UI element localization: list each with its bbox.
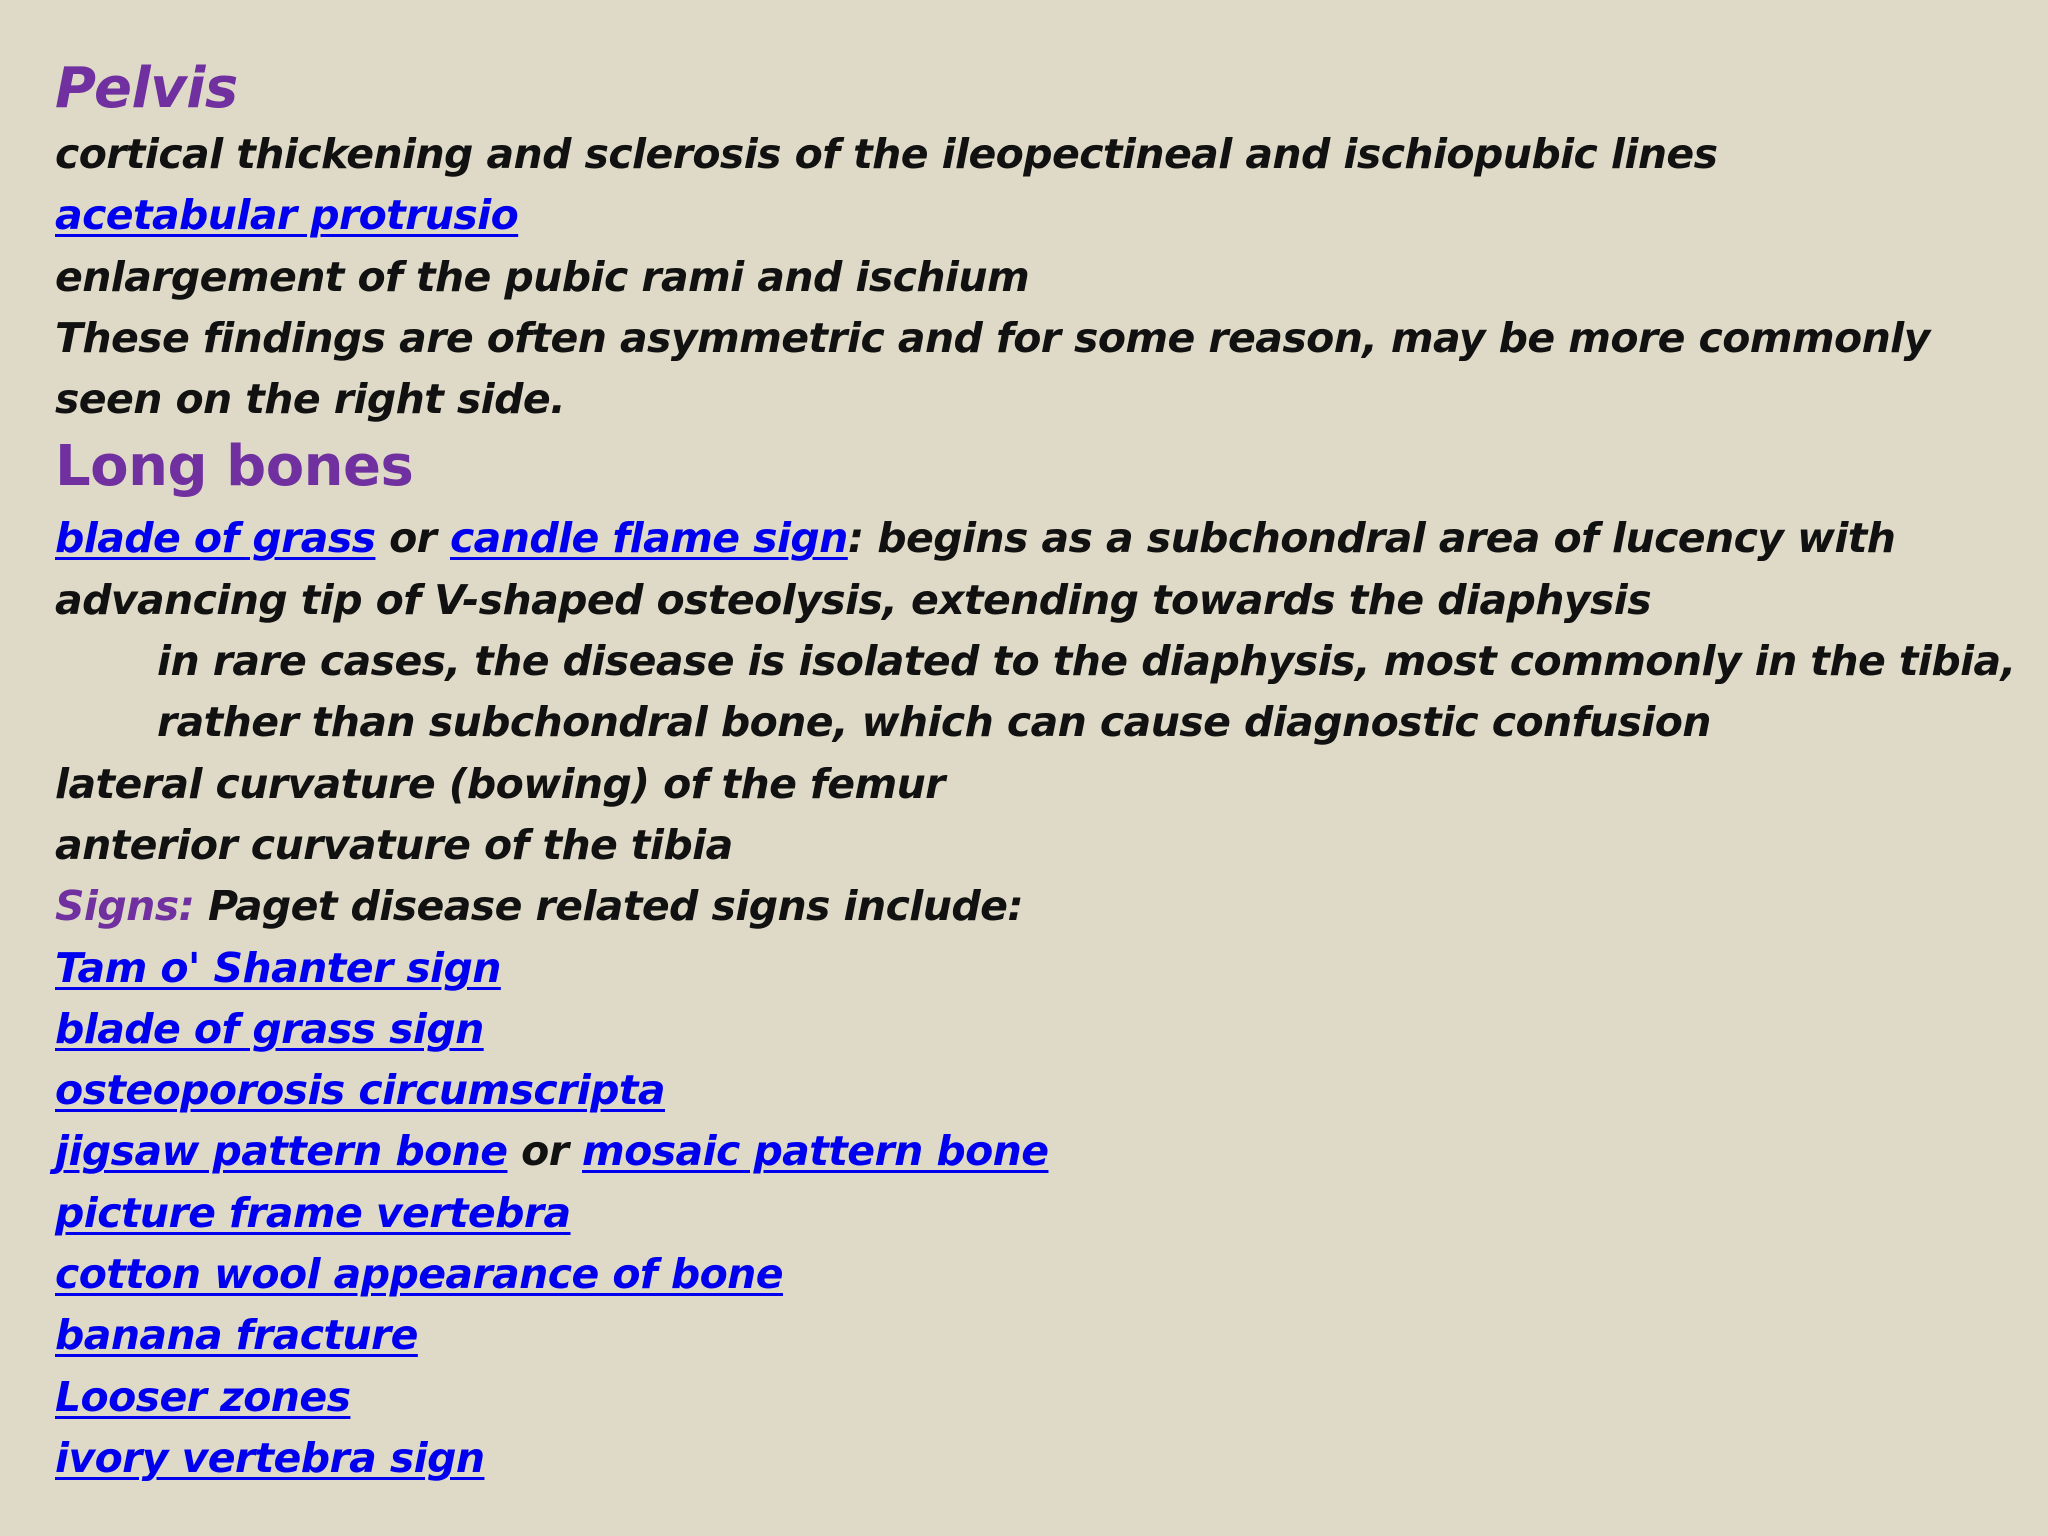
blade-of-grass-link[interactable]: blade of grass [55,514,376,563]
osteoporosis-circumscripta-link[interactable]: osteoporosis circumscripta [55,1066,665,1115]
pelvis-line-pubic-rami: enlargement of the pubic rami and ischium [55,252,1030,301]
sign-item [55,1244,2008,1305]
long-bones-line-blade [55,508,2015,631]
signs-intro: Paget disease related signs include: [194,882,1024,931]
sign-item [55,1183,2008,1244]
sign-item [55,999,2008,1060]
mosaic-pattern-bone-link[interactable]: mosaic pattern bone [582,1127,1049,1176]
sign-item [55,1060,2008,1121]
blade-of-grass-sign-link[interactable]: blade of grass sign [55,1004,484,1053]
sign-item [55,1367,2008,1428]
jigsaw-pattern-bone-link[interactable]: jigsaw pattern bone [55,1127,508,1176]
picture-frame-vertebra-link[interactable]: picture frame vertebra [55,1188,571,1237]
signs-label: Signs: [55,882,195,931]
pelvis-line-cortical: cortical thickening and sclerosis of the ileopectineal and ischiopubic lines [55,130,1718,178]
signs-line [55,876,2008,937]
cotton-wool-link[interactable]: cotton wool appearance of bone [55,1250,783,1299]
long-bones-indent-2: rather than subchondral bone, which can cause diagnostic confusion [157,698,1711,747]
looser-zones-link[interactable]: Looser zones [55,1372,351,1421]
pelvis-line-asymmetric: These findings are often asymmetric and for some reason, may be more commonly seen on the right side. [55,313,1930,424]
or-text: or [507,1127,583,1176]
tam-o-shanter-link[interactable]: Tam o' Shanter sign [55,943,501,992]
acetabular-protrusio-link[interactable]: acetabular protrusio [55,191,519,240]
long-bones-line-tibia: anterior curvature of the tibia [55,820,733,869]
sign-item [55,1305,2008,1366]
long-bones-line-femur: lateral curvature (bowing) of the femur [55,759,945,808]
long-bones-indent-1: in rare cases, the disease is isolated to the diaphysis, most commonly in the tibia, [157,637,2016,686]
banana-fracture-link[interactable]: banana fracture [55,1311,418,1360]
sign-item [55,1121,2008,1182]
sign-item [55,1428,2008,1489]
or-text: or [375,514,450,563]
candle-flame-sign-link[interactable]: candle flame sign [449,514,848,563]
ivory-vertebra-sign-link[interactable]: ivory vertebra sign [55,1433,485,1482]
sign-item [55,938,2008,999]
long-bones-heading: Long bones [55,434,414,500]
pelvis-line-protrusio [55,185,2008,246]
pelvis-heading: Pelvis [55,56,238,121]
candle-flame-description: : begins as a subchondral area of lucency with advancing tip of V-shaped osteolysis, extending towards the diaphysis [55,514,1896,624]
